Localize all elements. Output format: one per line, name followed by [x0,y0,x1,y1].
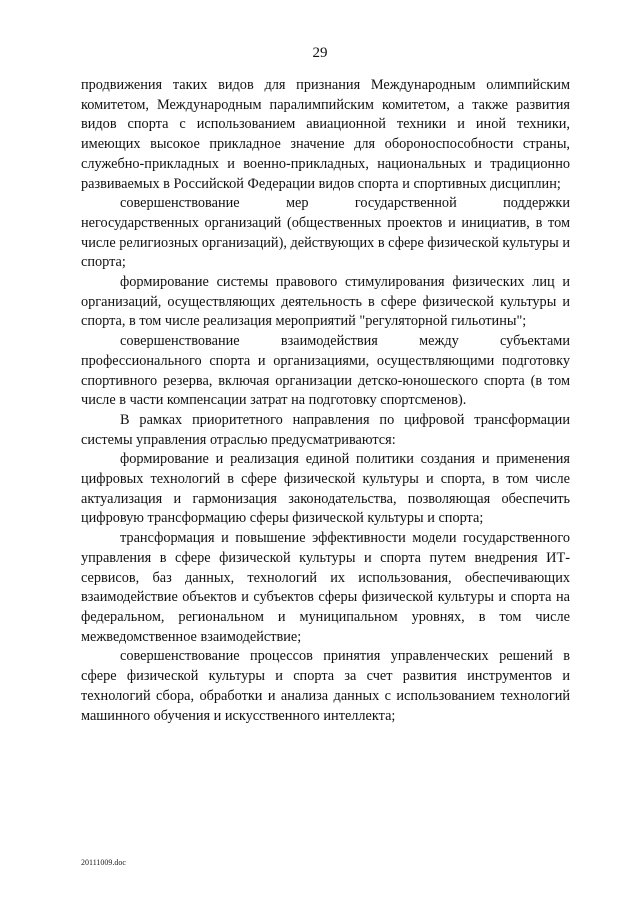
page-number: 29 [312,45,328,61]
paragraph-state-support-intro: совершенствование мер государственной поддержки [120,195,570,212]
paragraph-decision-making: совершенствование процессов принятия управленческих решений в сфере физической культуры и спорта за счет развития инструментов и технологий сбора, обработки и анализа данных с использованием технологий машинного обучения и искусственного интеллекта; [81,648,570,724]
document-body [81,76,570,726]
paragraph-digital-policy: формирование и реализация единой политики создания и применения цифровых технологий в сфере физической культуры и спорта, в том числе актуализация и гармонизация законодательства, позволяющая обеспечить цифровую трансформацию сферы физической культуры и спорта; [81,451,570,527]
paragraph-professional-sport: совершенствование взаимодействия между субъектами профессионального спорта и организациями, осуществляющими подготовку спортивного резерва, включая организации детско-юношеского спорта (в том числе в части компенсации затрат на подготовку спортсменов). [81,333,570,409]
paragraph-digital-intro: В рамках приоритетного направления по цифровой трансформации системы управления отраслью предусматриваются: [81,411,570,448]
paragraph-legal-incentives: формирование системы правового стимулирования физических лиц и организаций, осуществляющих деятельность в сфере физической культуры и спорта, в том числе реализация мероприятий "регуляторной гильотины"; [81,274,570,330]
footer-filename: 20111009.doc [81,858,126,867]
paragraph-governance-model: трансформация и повышение эффективности модели государственного управления в сфере физической культуры и спорта путем внедрения ИТ-сервисов, баз данных, технологий их использования, обеспечивающих взаимодействие объектов и субъектов сферы физической культуры и спорта на федеральном, региональном и муниципальном уровнях, в том числе межведомственное взаимодействие; [81,530,570,645]
paragraph-continuation: продвижения таких видов для признания Международным олимпийским комитетом, Международным паралимпийским комитетом, а также развития видов спорта с использованием авиационной техники и иной техники, имеющих высокое прикладное значение для обороноспособности страны, служебно-прикладных и военно-прикладных, национальных и традиционно развиваемых в Российской Федерации видов спорта и спортивных дисциплин; [81,77,570,192]
paragraph-state-support-rest: негосударственных организаций (общественных проектов и инициатив, в том числе религиозных организаций), действующих в сфере физической культуры и спорта; [81,214,570,271]
